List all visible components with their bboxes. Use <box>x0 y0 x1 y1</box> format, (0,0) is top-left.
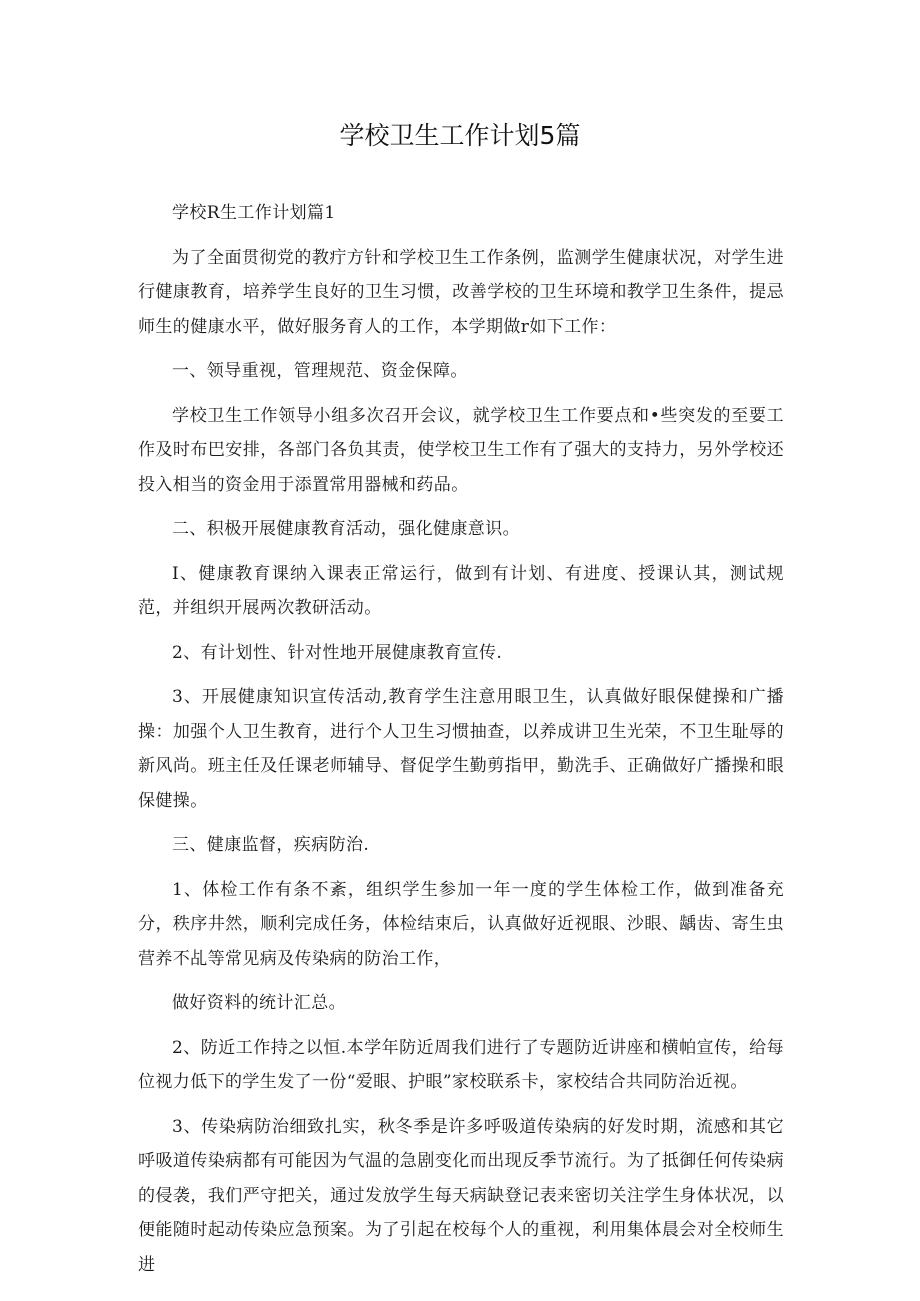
paragraph-item-2: 2、有计划性、针对性地开展健康教育宣传. <box>172 642 503 663</box>
paragraph-leadership: 学校卫生工作领导小组多次召开会议，就学校卫生工作要点和•些突发的至要工作及时布巴安排，各部门各负其责，使学校卫生工作有了强大的支持力，另外学校还投入相当的资金用于添置常用器械和药品。 <box>138 405 784 495</box>
heading-health-supervision: 三、健康监督，疾病防治. <box>172 835 370 855</box>
intro-paragraph: 为了全面贯彻党的教疔方针和学校卫生工作条例，监测学生健康状况，对学生进行健康教育，培养学生良好的卫生习惯，改善学校的卫生环境和教学卫生条件，提忌师生的健康水平，做好服务育人的工作，本学期做r如下工作： <box>138 247 784 337</box>
paragraph-myopia-prevention: 2、防近工作持之以恒.本学年防近周我们进行了专题防近讲座和横帕宣传，给每位视力低下的学生发了一份“爱眼、护眼”家校联系卡，家校结合共同防治近视。 <box>138 1037 784 1092</box>
paragraph-statistics: 做好资料的统计汇总。 <box>172 993 346 1013</box>
section-heading: 学校R生工作计划篇1 <box>172 203 336 223</box>
paragraph-infectious-disease: 3、传染病防治细致扎实，秋冬季是许多呼吸道传染病的好发时期，流感和其它呼吸道传染病都有可能因为气温的急剧变化而出现反季节流行。为了抵御任何传染病的侵袭，我们严守把关，通过发放学生每天病缺登记表来密切关注学生身体状况，以便能随时起动传染应急预案。为了引起在校每个人的重视，利用集体晨会对全校师生进 <box>138 1116 784 1275</box>
paragraph-item-3: 3、开展健康知识宣传活动,教育学生注意用眼卫生，认真做好眼保健操和广播操：加强个人卫生教育，进行个人卫生习惯抽查，以养成讲卫生光荣，不卫生耻辱的新风尚。班主任及任课老师辅导、督促学生勤剪指甲，勤洗手、正确做好广播操和眼保健操。 <box>138 687 784 811</box>
document-title: 学校卫生工作计划5篇 <box>339 121 581 150</box>
paragraph-checkup: 1、体检工作有条不紊，组织学生参加一年一度的学生体检工作，做到准备充分，秩序井然，顺利完成任务，体检结束后，认真做好近视眼、沙眼、龋齿、寄生虫营养不乩等常见病及传染病的防治工作， <box>138 879 784 969</box>
paragraph-item-1: I、健康教育课纳入课表正常运行，做到有计划、有进度、授课认其，测试规范，并组织开展两次教研活动。 <box>138 563 784 618</box>
heading-health-education: 二、积极开展健康教育活动，强化健康意识。 <box>172 519 520 539</box>
heading-leadership: 一、领导重视，管理规范、资金保障。 <box>172 361 468 381</box>
document-body <box>138 196 784 1292</box>
